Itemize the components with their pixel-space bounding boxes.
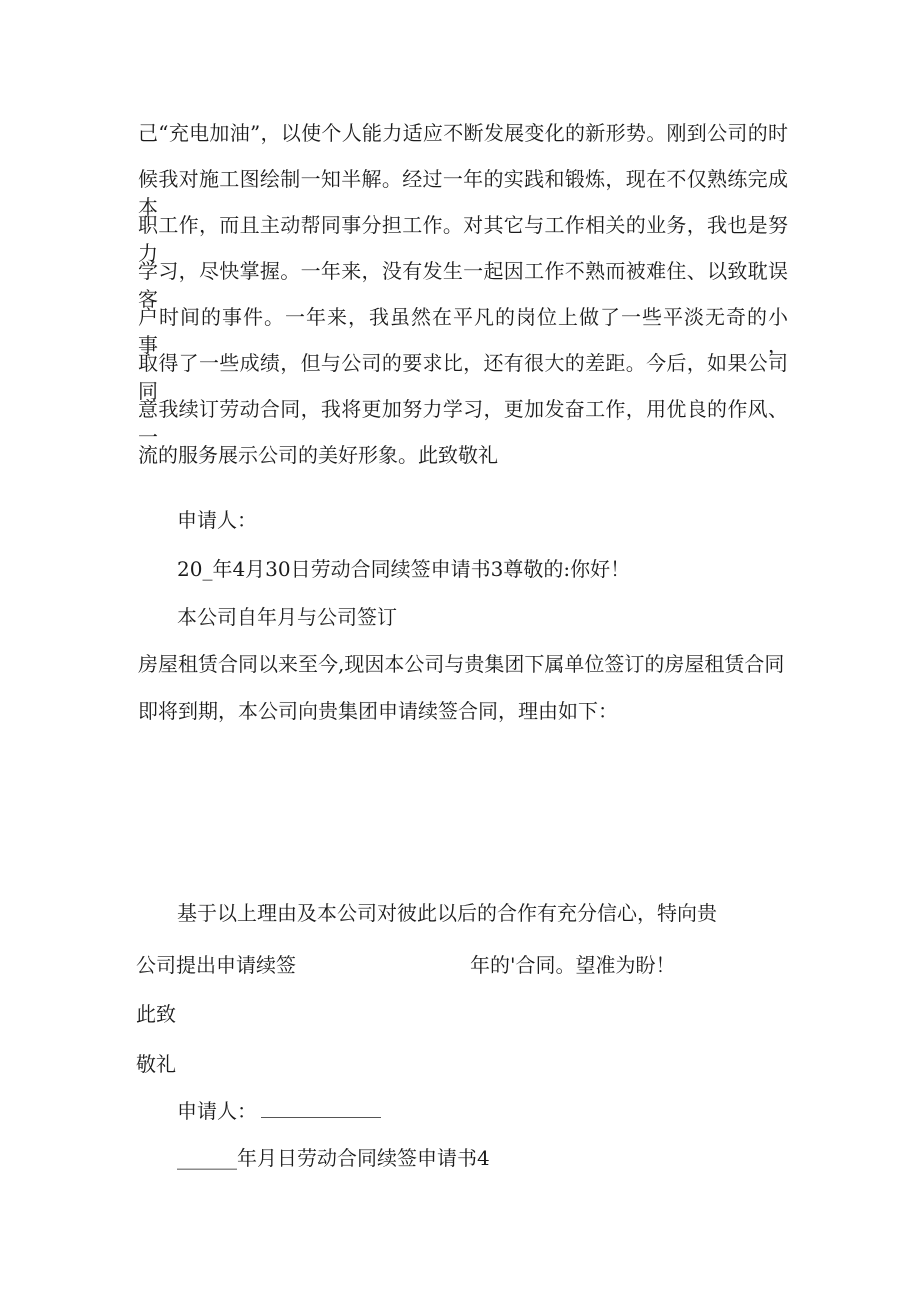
closing-ci-zhi: 此致 [136,1002,176,1026]
paragraph1-line-7: 意我续订劳动合同，我将更加努力学习，更加发奋工作，用优良的作风、一 [138,397,788,449]
company-signed-line: 本公司自年月与公司签订 [177,605,397,629]
paragraph1-line-4: 学习，尽快掌握。一年来，没有发生一起因工作不熟而被难住、以致耽误客 [138,259,788,311]
date-title-3: 20_年4月30日劳动合同续签申请书3尊敬的:你好！ [177,557,631,581]
paragraph1-line-2: 候我对施工图绘制一知半解。经过一年的实践和锻炼，现在不仅熟练完成本 [138,167,788,219]
paragraph3-line-2-right: 年的'合同。望准为盼！ [470,953,676,977]
title-4: ______年月日劳动合同续签申请书4 [177,1146,490,1170]
paragraph1-line-3: 职工作，而且主动帮同事分担工作。对其它与工作相关的业务，我也是努力 [138,213,788,265]
applicant-label-2-text: 申请人： [177,1099,257,1123]
applicant-label-1: 申请人： [177,508,257,532]
applicant-signature-blank [261,1099,381,1118]
paragraph3-line-1: 基于以上理由及本公司对彼此以后的合作有充分信心，特向贵 [177,901,717,925]
paragraph1-line-5: 户时间的事件。一年来，我虽然在平凡的岗位上做了一些平淡无奇的小事， [138,305,788,357]
paragraph2-line-1: 房屋租赁合同以来至今,现因本公司与贵集团下属单位签订的房屋租赁合同 [138,652,785,676]
paragraph3-line-2-left: 公司提出申请续签 [136,953,296,977]
paragraph1-line-1: 己“充电加油”，以使个人能力适应不断发展变化的新形势。刚到公司的时 [138,121,788,145]
applicant-label-2 [177,1097,381,1125]
paragraph1-line-6: 取得了一些成绩，但与公司的要求比，还有很大的差距。今后，如果公司同 [138,351,788,403]
paragraph2-line-2: 即将到期，本公司向贵集团申请续签合同，理由如下： [138,699,618,723]
closing-jing-li: 敬礼 [136,1052,176,1076]
paragraph1-line-8: 流的服务展示公司的美好形象。此致敬礼 [138,443,498,467]
